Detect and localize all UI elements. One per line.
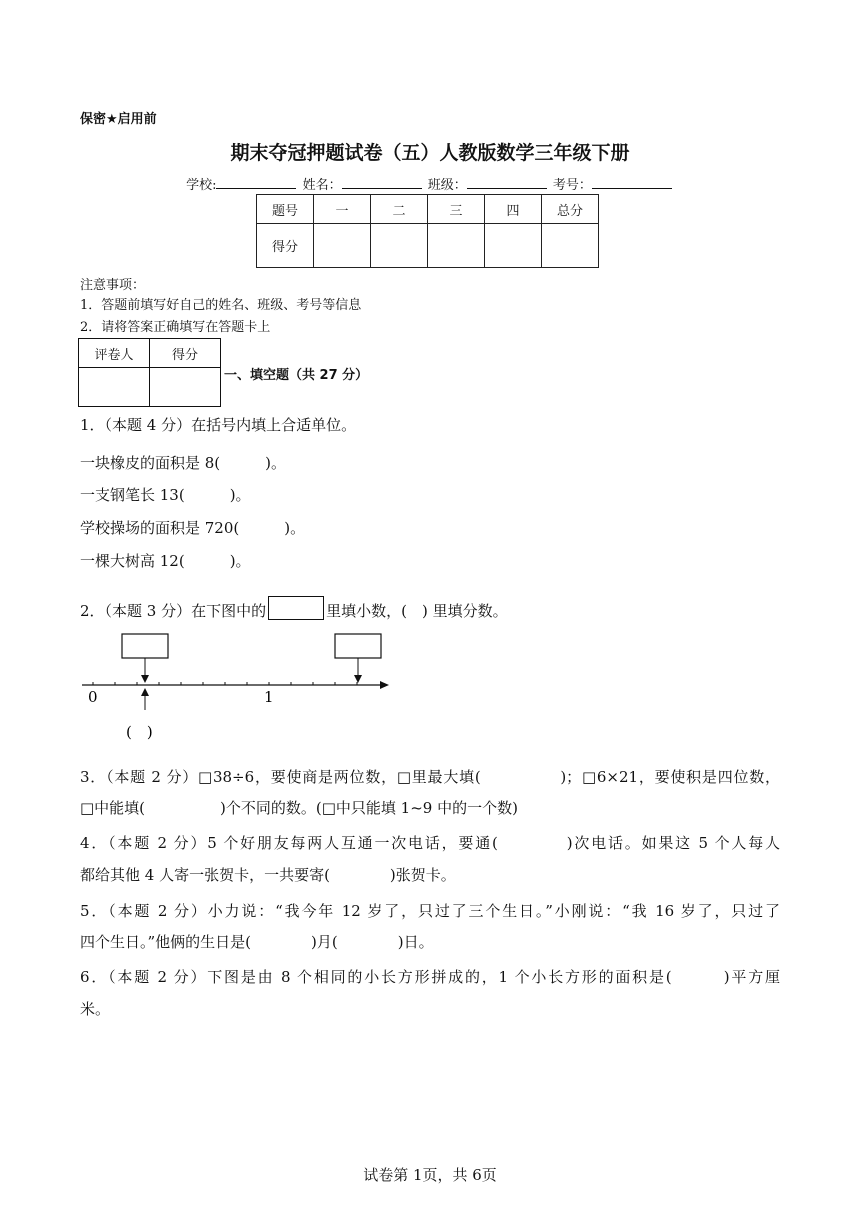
q1-stem: 1．（本题 4 分）在括号内填上合适单位。 — [80, 416, 357, 434]
q4-line: 4．（本题 2 分）5 个好朋友每两人互通一次电话，要通( )次电话。如果这 5 个人每人 — [80, 834, 780, 852]
arrow-up-head — [141, 688, 149, 696]
q2-stem — [80, 596, 508, 621]
q1-item: 一块橡皮的面积是 8( )。 — [80, 454, 287, 472]
arrow-down-left-head — [141, 675, 149, 683]
q5-line: 四个生日。”他俩的生日是( )月( )日。 — [80, 933, 434, 951]
number-line-arrow-head — [380, 681, 389, 689]
number-line-figure — [76, 630, 396, 750]
confidential-label: 保密★启用前 — [80, 112, 157, 127]
student-info-line — [0, 174, 860, 193]
score-header-cell: 三 — [428, 195, 485, 224]
q6-line: 6．（本题 2 分）下图是由 8 个相同的小长方形拼成的，1 个小长方形的面积是( )平方厘 — [80, 968, 780, 986]
q1-item: 一支钢笔长 13( )。 — [80, 486, 251, 504]
q6-line: 米。 — [80, 1000, 111, 1018]
note-item: 1．答题前填写好自己的姓名、班级、考号等信息 — [80, 298, 362, 313]
exam-title: 期末夺冠押题试卷（五）人教版数学三年级下册 — [230, 142, 630, 164]
grader-table — [78, 338, 221, 407]
score-header-cell: 四 — [485, 195, 542, 224]
school-blank[interactable] — [216, 176, 296, 189]
q1-item: 一棵大树高 12( )。 — [80, 552, 251, 570]
note-item: 2．请将答案正确填写在答题卡上 — [80, 320, 271, 335]
exam-number-label: 考号： — [552, 178, 592, 193]
fraction-answer-paren: ( ) — [126, 723, 153, 741]
decimal-answer-box-left[interactable] — [122, 634, 168, 658]
decimal-answer-box-right[interactable] — [335, 634, 381, 658]
grader-cell[interactable] — [150, 368, 221, 407]
grader-cell[interactable] — [79, 368, 150, 407]
section-title: 一、填空题（共 27 分） — [224, 368, 369, 383]
q3-line: 3．（本题 2 分）□38÷6，要使商是两位数，□里最大填( )；□6×21，要使积是四位数， — [80, 768, 780, 786]
q2-stem-part: 2．（本题 3 分）在下图中的 — [80, 602, 267, 620]
exam-number-blank[interactable] — [592, 176, 672, 189]
q1-item: 学校操场的面积是 720( )。 — [80, 519, 306, 537]
score-cell[interactable] — [371, 224, 428, 268]
score-header-cell: 题号 — [257, 195, 314, 224]
axis-label-one: 1 — [264, 688, 274, 706]
grader-header-cell: 得分 — [150, 339, 221, 368]
score-cell[interactable] — [428, 224, 485, 268]
axis-label-zero: 0 — [88, 688, 98, 706]
q4-line: 都给其他 4 人寄一张贺卡，一共要寄( )张贺卡。 — [80, 866, 456, 884]
score-header-cell: 二 — [371, 195, 428, 224]
score-row-label: 得分 — [257, 224, 314, 268]
class-label: 班级： — [427, 178, 467, 193]
score-table — [256, 194, 599, 268]
name-blank[interactable] — [342, 176, 422, 189]
page-footer: 试卷第 1页，共 6页 — [363, 1166, 497, 1184]
inline-answer-box — [268, 596, 324, 620]
grader-header-cell: 评卷人 — [79, 339, 150, 368]
score-cell[interactable] — [542, 224, 599, 268]
q2-stem-part: 里填小数，( ) 里填分数。 — [326, 602, 508, 620]
score-header-cell: 总分 — [542, 195, 599, 224]
score-cell[interactable] — [314, 224, 371, 268]
q3-line: □中能填( )个不同的数。(□中只能填 1~9 中的一个数) — [80, 799, 518, 817]
class-blank[interactable] — [467, 176, 547, 189]
score-header-cell: 一 — [314, 195, 371, 224]
school-label: 学校: — [186, 178, 217, 193]
notes-heading: 注意事项： — [80, 278, 146, 293]
q5-line: 5．（本题 2 分）小力说：“我今年 12 岁了，只过了三个生日。”小刚说：“我 16 岁了，只过了 — [80, 902, 780, 920]
name-label: 姓名： — [302, 178, 342, 193]
score-cell[interactable] — [485, 224, 542, 268]
arrow-down-right-head — [354, 675, 362, 683]
